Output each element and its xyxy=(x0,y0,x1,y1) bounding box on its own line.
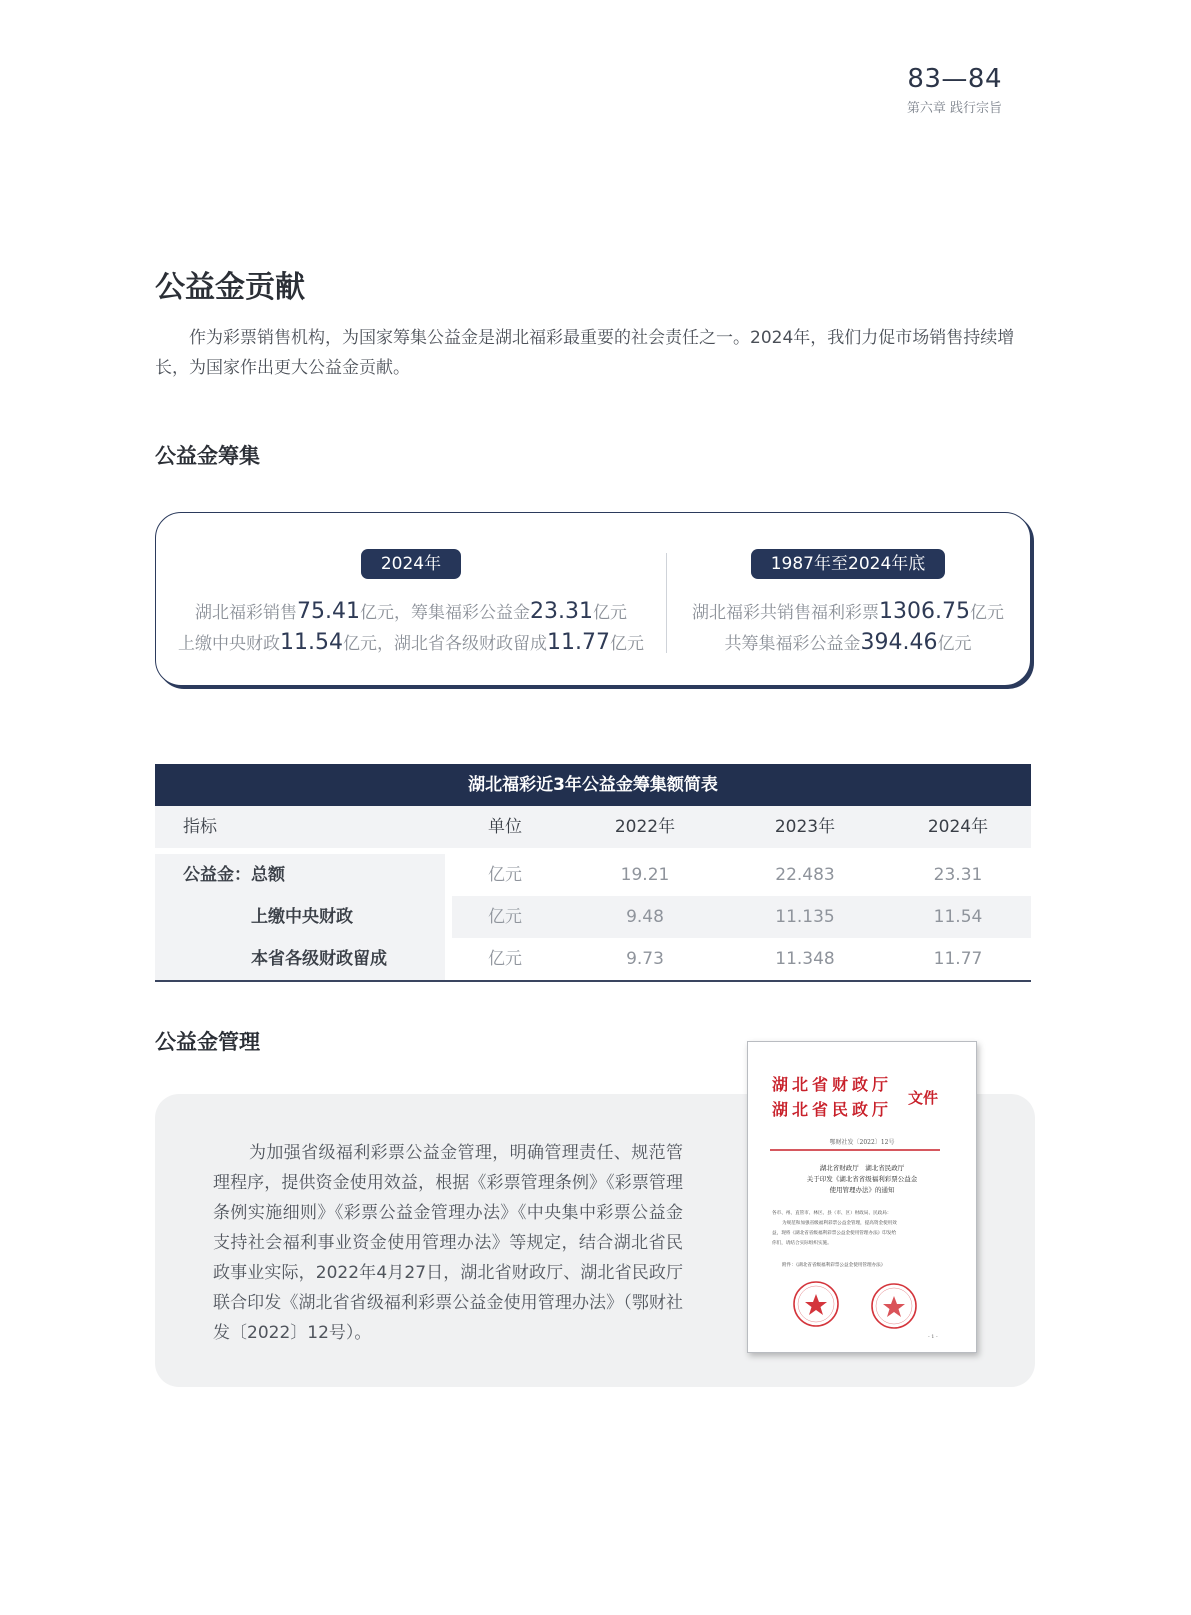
doc-notice-line: 关于印发《湖北省省级福利彩票公益金 xyxy=(806,1175,918,1183)
header-2023: 2023年 xyxy=(774,817,836,837)
stat-text: 湖北福彩共销售福利彩票 xyxy=(692,603,879,623)
row-value-2022: 19.21 xyxy=(620,865,670,885)
seal-finance-icon xyxy=(794,1282,838,1326)
doc-page-mark: - 1 - xyxy=(928,1334,938,1340)
table-row xyxy=(155,854,1031,896)
doc-attachment: 附件：《湖北省省级福利彩票公益金使用管理办法》 xyxy=(782,1263,886,1268)
doc-body-line: 各市、州、直管市、林区、县（市、区）财政局、民政局： xyxy=(772,1211,892,1216)
page-numbers: 83—84 xyxy=(907,64,1002,94)
stat-value: 11.77 xyxy=(547,630,610,655)
official-document-image xyxy=(747,1041,977,1353)
stat-text: 亿元，筹集福彩公益金 xyxy=(360,603,530,623)
doc-body-line: 益，现将《湖北省省级福利彩票公益金使用管理办法》印发给 xyxy=(772,1231,897,1236)
table-row xyxy=(155,938,1031,980)
table-title: 湖北福彩近3年公益金筹集额简表 xyxy=(155,764,1031,806)
doc-number: 鄂财社发〔2022〕12号 xyxy=(829,1139,895,1146)
management-body: 为加强省级福利彩票公益金管理，明确管理责任、规范管理程序，提供资金使用效益，根据《彩票管理条例》《彩票管理条例实施细则》《彩票公益金管理办法》《中央集中彩票公益金支持社会福利事业资金使用管理办法》等规定，结合湖北省民政事业实际，2022年4月27日，湖北省财政厅、湖北省民政厅联合印发《湖北省省级福利彩票公益金使用管理办法》（鄂财社发〔2022〕12号）。 xyxy=(213,1143,683,1343)
stat-text: 亿元 xyxy=(937,634,972,654)
chapter-label: 第六章 践行宗旨 xyxy=(906,101,1002,116)
table-row xyxy=(155,896,1031,938)
header-2022: 2022年 xyxy=(614,817,676,837)
table-header-row xyxy=(155,806,1031,848)
stat-text: 亿元 xyxy=(609,634,644,654)
stat-line xyxy=(156,597,666,628)
table-bottom-rule xyxy=(155,980,1031,982)
row-value-2023: 11.135 xyxy=(775,907,835,927)
stat-line xyxy=(666,597,1030,628)
row-unit: 亿元 xyxy=(488,949,522,969)
row-value-2024: 11.54 xyxy=(933,907,983,927)
row-label: 公益金：总额 xyxy=(155,854,445,896)
header-indicator: 指标 xyxy=(183,817,217,837)
stat-text: 共筹集福彩公益金 xyxy=(724,634,861,654)
header-2024: 2024年 xyxy=(927,817,989,837)
row-unit: 亿元 xyxy=(488,865,522,885)
fundraising-heading: 公益金筹集 xyxy=(155,444,260,468)
management-heading: 公益金管理 xyxy=(155,1030,260,1054)
row-unit: 亿元 xyxy=(488,907,522,927)
stat-line xyxy=(156,628,666,659)
stat-text: 亿元，湖北省各级财政留成 xyxy=(343,634,547,654)
section-title: 公益金贡献 xyxy=(155,270,305,305)
stat-value: 1306.75 xyxy=(879,599,970,624)
doc-type: 文件 xyxy=(908,1089,939,1107)
document-scan xyxy=(748,1042,976,1352)
row-value-2023: 11.348 xyxy=(775,949,835,969)
row-value-2022: 9.48 xyxy=(626,907,664,927)
doc-notice-line: 湖北省财政厅 湖北省民政厅 xyxy=(819,1164,905,1172)
row-label: 上缴中央财政 xyxy=(155,896,445,938)
doc-body-line: 为规范和加强省级福利彩票公益金管理，提高资金使用效 xyxy=(782,1221,897,1226)
row-value-2024: 11.77 xyxy=(933,949,983,969)
fund-table xyxy=(155,764,1031,982)
row-value-2024: 23.31 xyxy=(933,865,983,885)
doc-issuer-2: 湖北省民政厅 xyxy=(772,1100,893,1119)
stat-text: 亿元 xyxy=(592,603,627,623)
doc-notice-line: 使用管理办法》的通知 xyxy=(829,1186,895,1194)
stat-text: 亿元 xyxy=(969,603,1004,623)
row-value-2022: 9.73 xyxy=(626,949,664,969)
intro-paragraph: 作为彩票销售机构，为国家筹集公益金是湖北福彩最重要的社会责任之一。2024年，我们力促市场销售持续增长，为国家作出更大公益金贡献。 xyxy=(155,328,1015,378)
header-unit: 单位 xyxy=(488,817,522,837)
fundraising-stats-card xyxy=(155,512,1031,686)
stat-value: 75.41 xyxy=(297,599,360,624)
stat-text: 上缴中央财政 xyxy=(178,634,281,654)
stat-line xyxy=(666,628,1030,659)
badge-cumulative: 1987年至2024年底 xyxy=(751,549,946,579)
row-value-2023: 22.483 xyxy=(775,865,835,885)
doc-issuer-1: 湖北省财政厅 xyxy=(772,1075,893,1094)
stat-value: 23.31 xyxy=(530,599,593,624)
stats-2024-column xyxy=(156,549,666,659)
badge-2024: 2024年 xyxy=(361,549,461,579)
row-label: 本省各级财政留成 xyxy=(155,938,445,980)
stats-cumulative-column xyxy=(666,549,1030,659)
stat-value: 394.46 xyxy=(860,630,938,655)
stat-text: 湖北福彩销售 xyxy=(195,603,298,623)
doc-body-line: 你们，请结合实际组织实施。 xyxy=(772,1241,832,1246)
stat-value: 11.54 xyxy=(280,630,343,655)
seal-civil-affairs-icon xyxy=(872,1284,916,1328)
